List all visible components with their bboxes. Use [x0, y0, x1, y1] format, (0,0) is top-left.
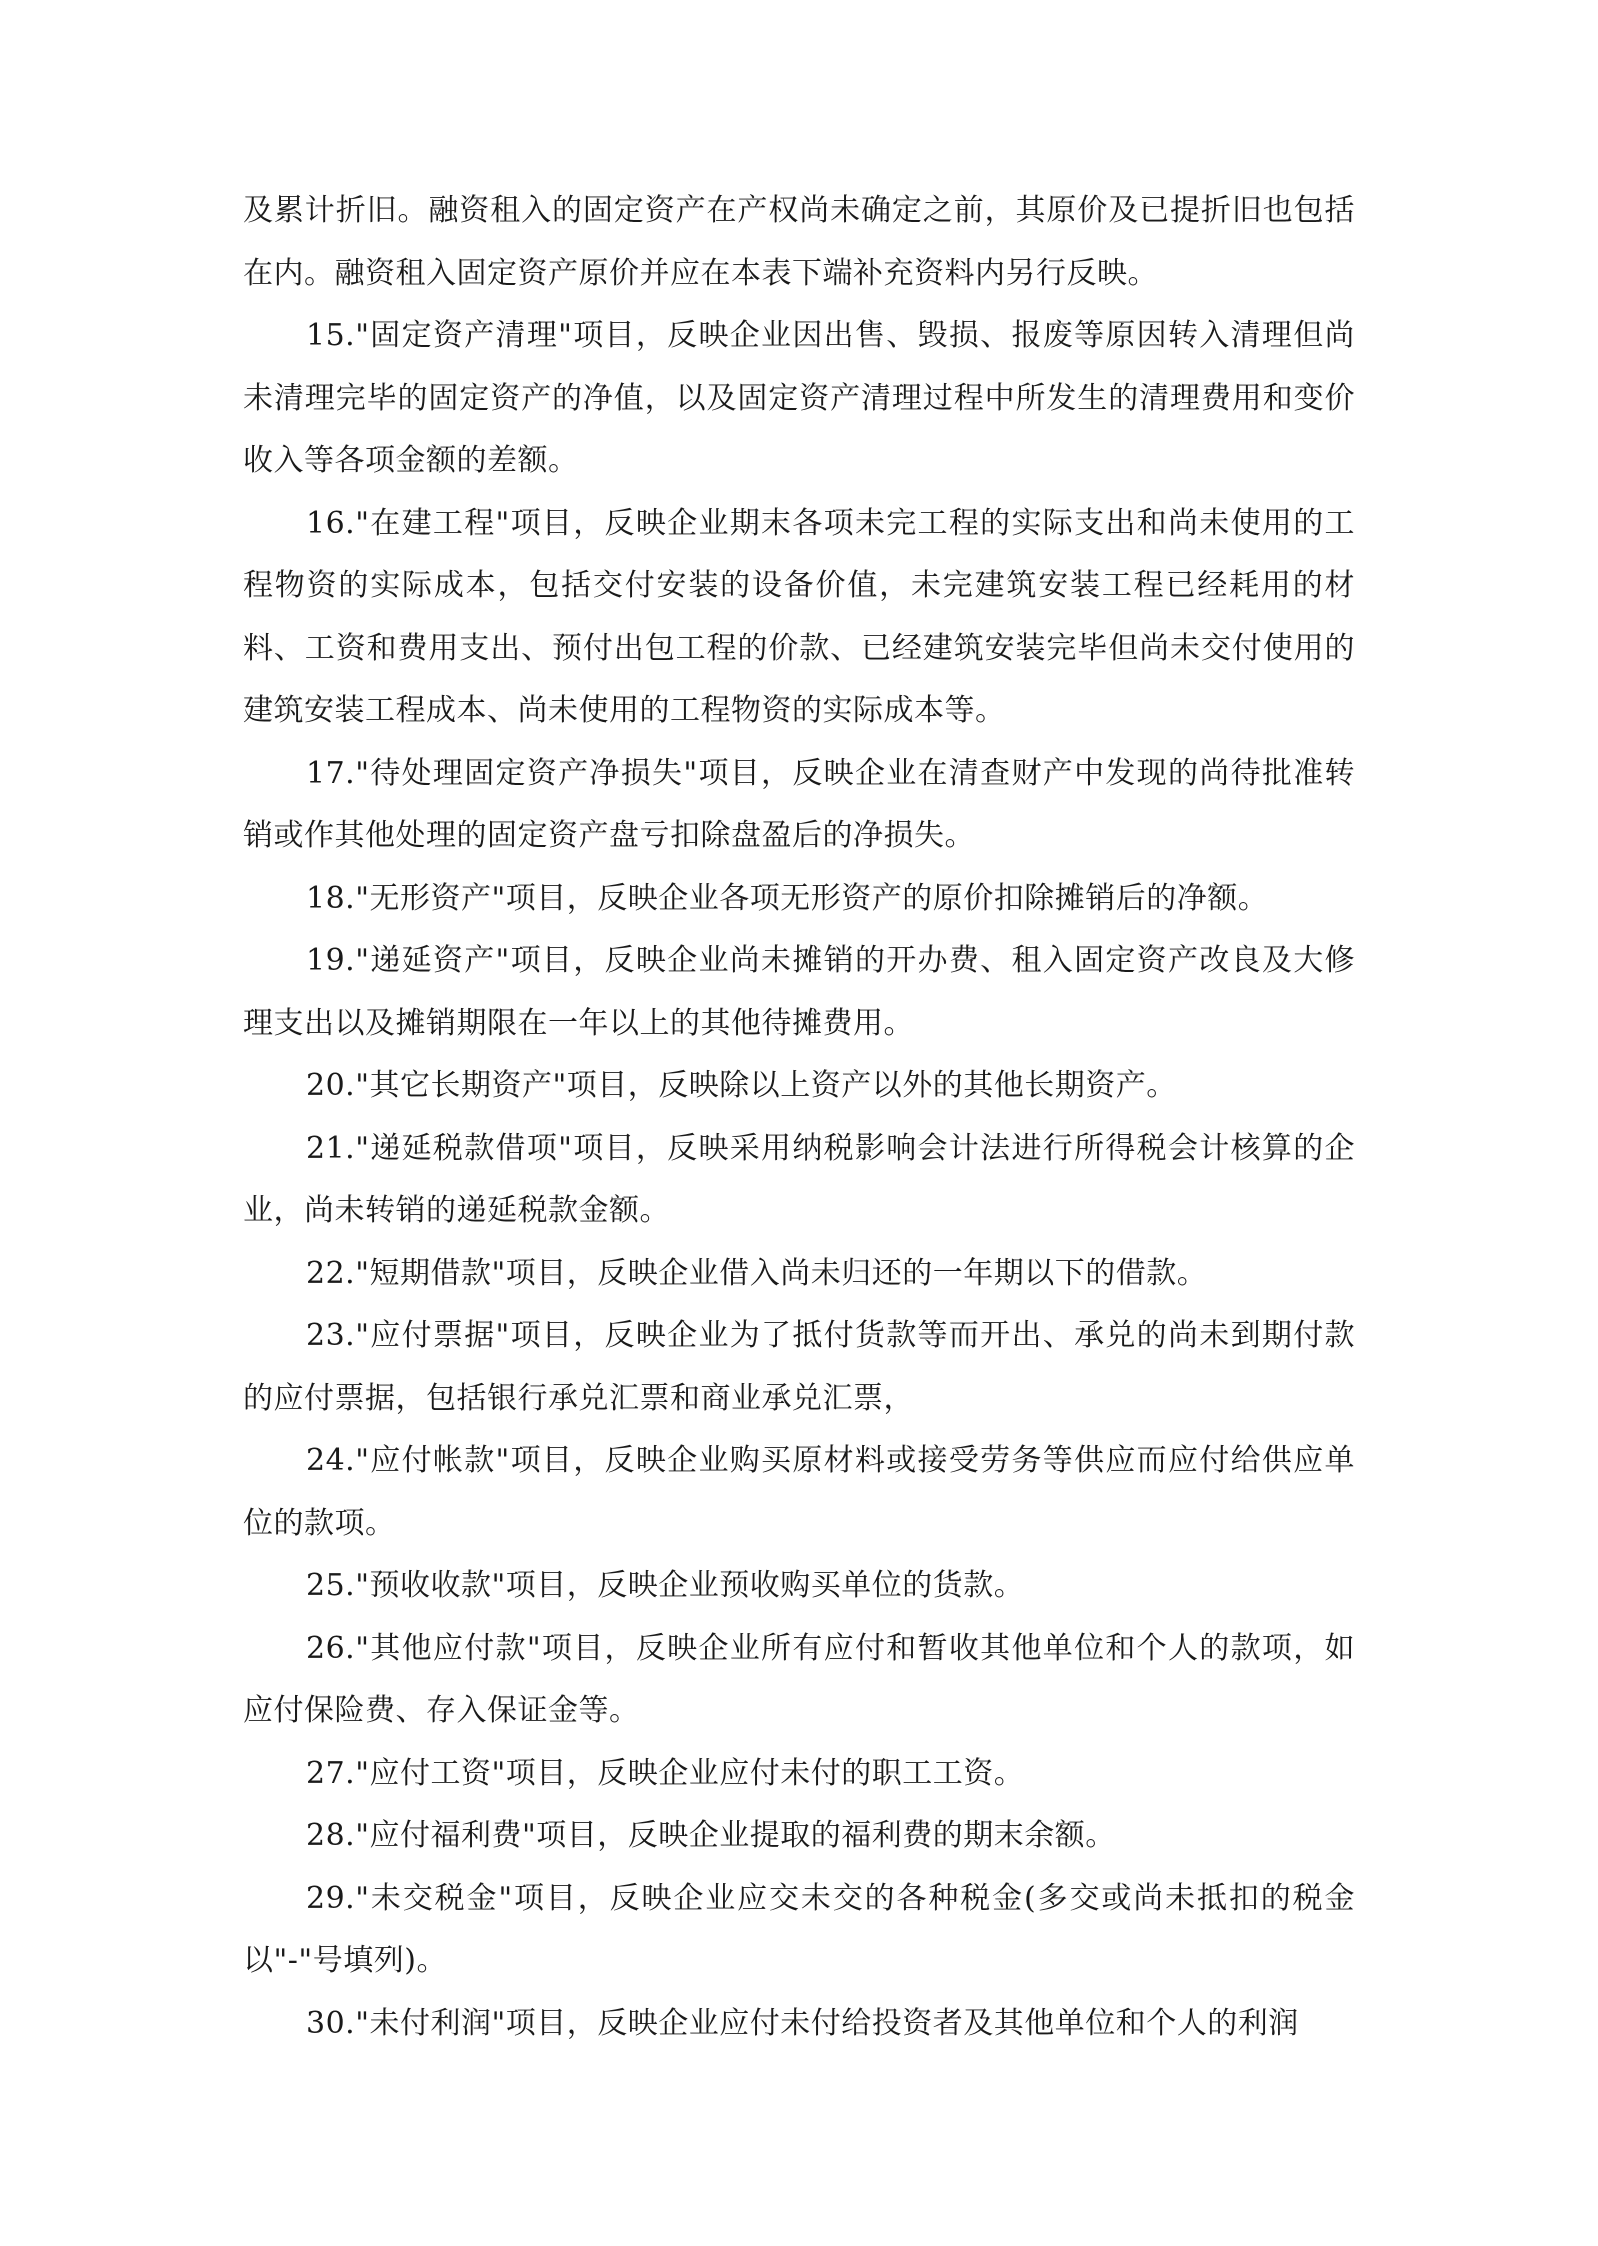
paragraph-item-21: 21."递延税款借项"项目，反映采用纳税影响会计法进行所得税会计核算的企业，尚未转销的递延税款金额。 — [243, 1130, 1355, 1228]
paragraph-item-18: 18."无形资产"项目，反映企业各项无形资产的原价扣除摊销后的净额。 — [306, 880, 1269, 916]
paragraph-item-16: 16."在建工程"项目，反映企业期末各项未完工程的实际支出和尚未使用的工程物资的实际成本，包括交付安装的设备价值，未完建筑安装工程已经耗用的材料、工资和费用支出、预付出包工程的价款、已经建筑安装完毕但尚未交付使用的建筑安装工程成本、尚未使用的工程物资的实际成本等。 — [243, 505, 1355, 728]
document-body — [243, 180, 1355, 2055]
paragraph-item-24: 24."应付帐款"项目，反映企业购买原材料或接受劳务等供应而应付给供应单位的款项。 — [243, 1443, 1355, 1541]
paragraph-item-22: 22."短期借款"项目，反映企业借入尚未归还的一年期以下的借款。 — [306, 1255, 1208, 1291]
paragraph-item-30: 30."未付利润"项目，反映企业应付未付给投资者及其他单位和个人的利润 — [306, 2005, 1299, 2041]
paragraph-item-25: 25."预收收款"项目，反映企业预收购买单位的货款。 — [306, 1568, 1025, 1603]
paragraph-item-27: 27."应付工资"项目，反映企业应付未付的职工工资。 — [306, 1755, 1025, 1791]
paragraph-continuation: 及累计折旧。融资租入的固定资产在产权尚未确定之前，其原价及已提折旧也包括在内。融资租入固定资产原价并应在本表下端补充资料内另行反映。 — [243, 193, 1355, 291]
paragraph-item-26: 26."其他应付款"项目，反映企业所有应付和暂收其他单位和个人的款项，如应付保险费、存入保证金等。 — [243, 1630, 1355, 1728]
paragraph-item-19: 19."递延资产"项目，反映企业尚未摊销的开办费、租入固定资产改良及大修理支出以及摊销期限在一年以上的其他待摊费用。 — [243, 943, 1355, 1041]
paragraph-item-20: 20."其它长期资产"项目，反映除以上资产以外的其他长期资产。 — [306, 1068, 1177, 1103]
paragraph-item-15: 15."固定资产清理"项目，反映企业因出售、毁损、报废等原因转入清理但尚未清理完毕的固定资产的净值，以及固定资产清理过程中所发生的清理费用和变价收入等各项金额的差额。 — [243, 318, 1355, 478]
paragraph-item-23: 23."应付票据"项目，反映企业为了抵付货款等而开出、承兑的尚未到期付款的应付票据，包括银行承兑汇票和商业承兑汇票， — [243, 1318, 1355, 1416]
paragraph-item-29: 29."未交税金"项目，反映企业应交未交的各种税金(多交或尚未抵扣的税金以"-"号填列)。 — [243, 1880, 1355, 1978]
paragraph-item-17: 17."待处理固定资产净损失"项目，反映企业在清查财产中发现的尚待批准转销或作其他处理的固定资产盘亏扣除盘盈后的净损失。 — [243, 755, 1355, 853]
paragraph-item-28: 28."应付福利费"项目，反映企业提取的福利费的期末余额。 — [306, 1818, 1116, 1853]
